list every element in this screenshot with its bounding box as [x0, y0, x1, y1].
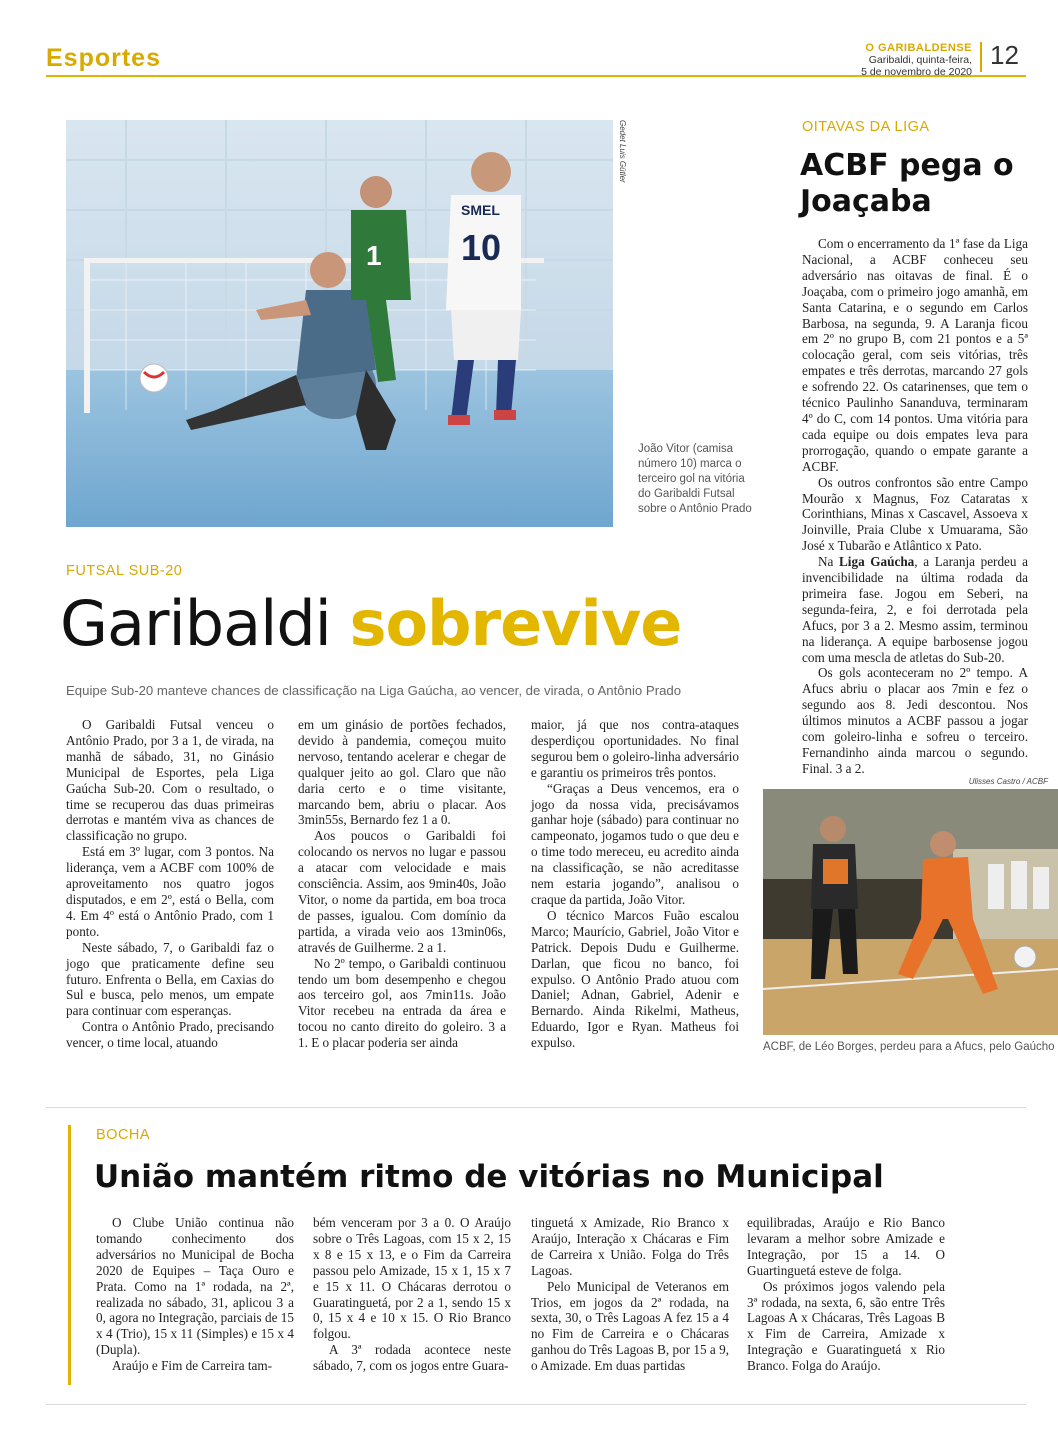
paragraph: No 2º tempo, o Garibaldi continuou tendo um bom desempenho e chegou aos terceiro gol, aos 7min11s. João Vitor recebeu na entrada da área e tocou no canto direito do goleiro. 3 a 1. E o placar poderia ser ainda — [298, 955, 506, 1051]
bocha-col-4 — [747, 1215, 945, 1374]
side-kicker: OITAVAS DA LIGA — [802, 119, 930, 135]
bocha-col-2 — [313, 1215, 511, 1374]
bocha-col-3 — [531, 1215, 729, 1374]
bottom-divider — [46, 1404, 1026, 1405]
main-photo — [66, 120, 613, 527]
text-span: , a Laranja perdeu a invencibilidade na última rodada da primeira fase. Jogou em Seberi, na segunda-feira, 2, e foi derrotada pela Afucs, por 3 a 2. Mesmo assim, terminou na liderança. A equipe barbosense jogou com uma mescla de atletas do Sub-20. — [802, 554, 1028, 665]
side-photo — [763, 789, 1058, 1035]
side-text — [802, 236, 1028, 777]
page-number: 12 — [990, 40, 1019, 70]
paragraph: tinguetá x Amizade, Rio Branco x Araújo, Interação x Chácaras e Fim de Carreira x União. Folga do Três Lagoas. — [531, 1215, 729, 1278]
paragraph: O técnico Marcos Fuão escalou Marco; Maurício, Gabriel, João Vitor e Patrick. Depois Dudu e Guilherme. Darlan, que ficou no banco, foi expulso. O Antônio Prado atuou com Daniel; Adnan, Gabriel, Adenir e Bernardo. Ainda Rikelmi, Matheus, Eduardo, Igor e Ryan. Matheus foi expulso. — [531, 907, 739, 1051]
paragraph: Os próximos jogos valendo pela 3ª rodada, na sexta, 6, são entre Três Lagoas A x Chácaras, Três Lagoas B x Fim de Carreira, Amizade x Integração e Guaratinguetá x Rio Branco. Folga do Araújo. — [747, 1278, 945, 1374]
section-divider — [46, 1107, 1026, 1108]
paragraph: bém venceram por 3 a 0. O Araújo sobre o Três Lagoas, com 15 x 2, 15 x 8 e 15 x 13, e o Fim da Carreira passou pelo Amizade, 15 x 1, 15 x 7 e 15 x 11. O Chácaras derrotou o Guaratinguetá, por 2 a 1, sendo 15 x 0, 15 x 4 e 10 x 15. O Rio Branco folgou. — [313, 1215, 511, 1342]
side-headline: ACBF pega o Joaçaba — [800, 148, 1014, 219]
paragraph: O Clube União continua não tomando conhecimento dos adversários no Municipal de Bocha 2020 de Equipes – Taça Ouro e Prata. Como na 1ª rodada, na 2ª, realizada no sábado, 31, aplicou 3 a 0, agora no Integração, parciais de 15 x 4 (Trio), 15 x 11 (Simples) e 15 x 4 (Dupla). — [96, 1215, 294, 1358]
acbf-match-photo — [763, 789, 1058, 1035]
paragraph: A 3ª rodada acontece neste sábado, 7, com os jogos entre Guara- — [313, 1342, 511, 1374]
paragraph: “Graças a Deus vencemos, era o jogo da nossa vida, precisávamos ganhar hoje (sábado) para continuar no campeonato, jogamos tudo o que deu e o time todo mereceu, eu acredito ainda na classificação, se não acreditasse nem estaria jogando”, analisou o craque da partida, João Vitor. — [531, 780, 739, 907]
bocha-kicker: BOCHA — [96, 1127, 151, 1143]
liga-gaucha-bold: Liga Gaúcha — [839, 554, 915, 570]
main-col-3 — [531, 717, 739, 1051]
paragraph — [802, 554, 1028, 665]
paragraph: maior, já que nos contra-ataques desperdiçou oportunidades. No final segurou bem o goleiro-linha adversário e garantiu os primeiros três pontos. — [531, 717, 739, 780]
text-span: Na — [818, 554, 840, 570]
main-photo-caption: João Vitor (camisa número 10) marca o terceiro gol na vitória do Garibaldi Futsal sobre o Antônio Prado — [638, 443, 752, 515]
paragraph: Araújo e Fim de Carreira tam- — [112, 1358, 273, 1374]
paragraph: Aos poucos o Garibaldi foi colocando os nervos no lugar e passou a atacar com velocidade e mais consciência. Assim, aos 9min40s, João Vitor, o nome da partida, em boa troca de passes, igualou. Com domínio da partida, a virada veio aos 13min06s, através de Guilherme. 2 a 1. — [298, 828, 506, 955]
side-photo-credit: Ulisses Castro / ACBF — [968, 777, 1048, 786]
paragraph: equilibradas, Araújo e Rio Banco levaram a melhor sobre Amizade e Integração, por 15 a 14. O Guartinguetá esteve de folga. — [747, 1215, 945, 1278]
paragraph: Neste sábado, 7, o Garibaldi faz o jogo que praticamente define seu futuro. Enfrenta o Bella, em Caxias do Sul e busca, pelo menos, um empate para continuar com esperanças. — [66, 939, 274, 1019]
headline-part-1: Garibaldi — [60, 587, 331, 660]
paragraph: Os gols aconteceram no 2º tempo. A Afucs abriu o placar aos 7min e fez o segundo aos 8. Jedi descontou. Nos últimos minutos a ACBF passou a jogar com goleiro-linha e sofreu o terceiro. Fernandinho ainda marcou o segundo. Final. 3 a 2. — [802, 665, 1028, 776]
date-line-2: 5 de novembro de 2020 — [861, 66, 972, 78]
svg-text:SMEL: SMEL — [461, 202, 500, 218]
bocha-col-1 — [96, 1215, 294, 1374]
main-kicker: FUTSAL SUB-20 — [66, 563, 183, 579]
bocha-accent-bar — [68, 1125, 71, 1385]
date-line-1: Garibaldi, quinta-feira, — [868, 54, 972, 66]
paragraph: O Garibaldi Futsal venceu o Antônio Prado, por 3 a 1, de virada, na manhã de sábado, 31, no Ginásio Municipal de Esportes, pela Liga Gaúcha Sub-20. Com o resultado, o time se recuperou das duas primeiras derrotas e mantém viva as chances de classificação no grupo. — [66, 717, 274, 844]
main-photo-credit: Gedet Luis Gütler — [618, 120, 627, 183]
paper-name: O GARIBALDENSE — [865, 42, 972, 54]
main-subtitle: Equipe Sub-20 manteve chances de classificação na Liga Gaúcha, ao vencer, de virada, o Antônio Prado — [66, 683, 682, 698]
section-title: Esportes — [46, 44, 161, 72]
page-divider — [980, 42, 982, 72]
svg-text:10: 10 — [461, 227, 502, 268]
paragraph: Os outros confrontos são entre Campo Mourão x Magnus, Foz Cataratas x Corinthians, Minas x Cascavel, Assoeva x Joinville, Praia Clube x Umuarama, São José x Tubarão e Atlântico x Pato. — [802, 474, 1028, 554]
paragraph: Pelo Municipal de Veteranos em Trios, em jogos da 2ª rodada, na sexta, 30, o Três Lagoas A fez 15 a 4 no Fim de Carreira e o Chácaras ganhou do Três Lagoas B, por 15 a 9, o Amizade. Em duas partidas — [531, 1278, 729, 1374]
headline-part-2: sobrevive — [349, 587, 682, 660]
paragraph: Contra o Antônio Prado, precisando vencer, o time local, atuando — [66, 1019, 274, 1051]
futsal-ball-icon — [140, 364, 168, 392]
paragraph: em um ginásio de portões fechados, devido à pandemia, começou muito nervoso, tentando acelerar e chegar de qualquer jeito ao gol. Claro que não daria certo e o time visitante, marcando bem, abriu o placar. Aos 3min55s, Bernardo fez 1 a 0. — [298, 717, 506, 828]
main-headline — [60, 584, 681, 664]
bocha-headline: União mantém ritmo de vitórias no Municipal — [94, 1159, 884, 1195]
masthead — [861, 42, 972, 78]
svg-text:1: 1 — [366, 240, 382, 271]
main-col-1 — [66, 717, 274, 1051]
main-col-2 — [298, 717, 506, 1051]
paragraph: Está em 3º lugar, com 3 pontos. Na liderança, vem a ACBF com 100% de aproveitamento nos quatro jogos disputados, e em 2º, está o Bella, com 4. Em 4º está o Antônio Prado, com 1 ponto. — [66, 844, 274, 939]
paragraph: Com o encerramento da 1ª fase da Liga Nacional, a ACBF conheceu seu adversário nas oitavas de final. É o Joaçaba, com o primeiro jogo amanhã, em Santa Catarina, e o segundo em Carlos Barbosa, na segunda, 9. A Laranja ficou em 2º no grupo B, com 21 pontos e a 5ª colocação geral, com seis vitórias, três empates e três derrotas, marcando 27 gols e sofrendo 22. Os catarinenses, que tem o técnico Paulinho Sananduva, terminaram 4º do C, com 14 pontos. Uma vitória para cada equipe ou dois empates leva para prorrogação, quando o empate garante a ACBF. — [802, 236, 1028, 474]
futsal-goal-photo — [66, 120, 613, 527]
side-photo-caption: ACBF, de Léo Borges, perdeu para a Afucs, pelo Gaúcho — [763, 1041, 1055, 1053]
